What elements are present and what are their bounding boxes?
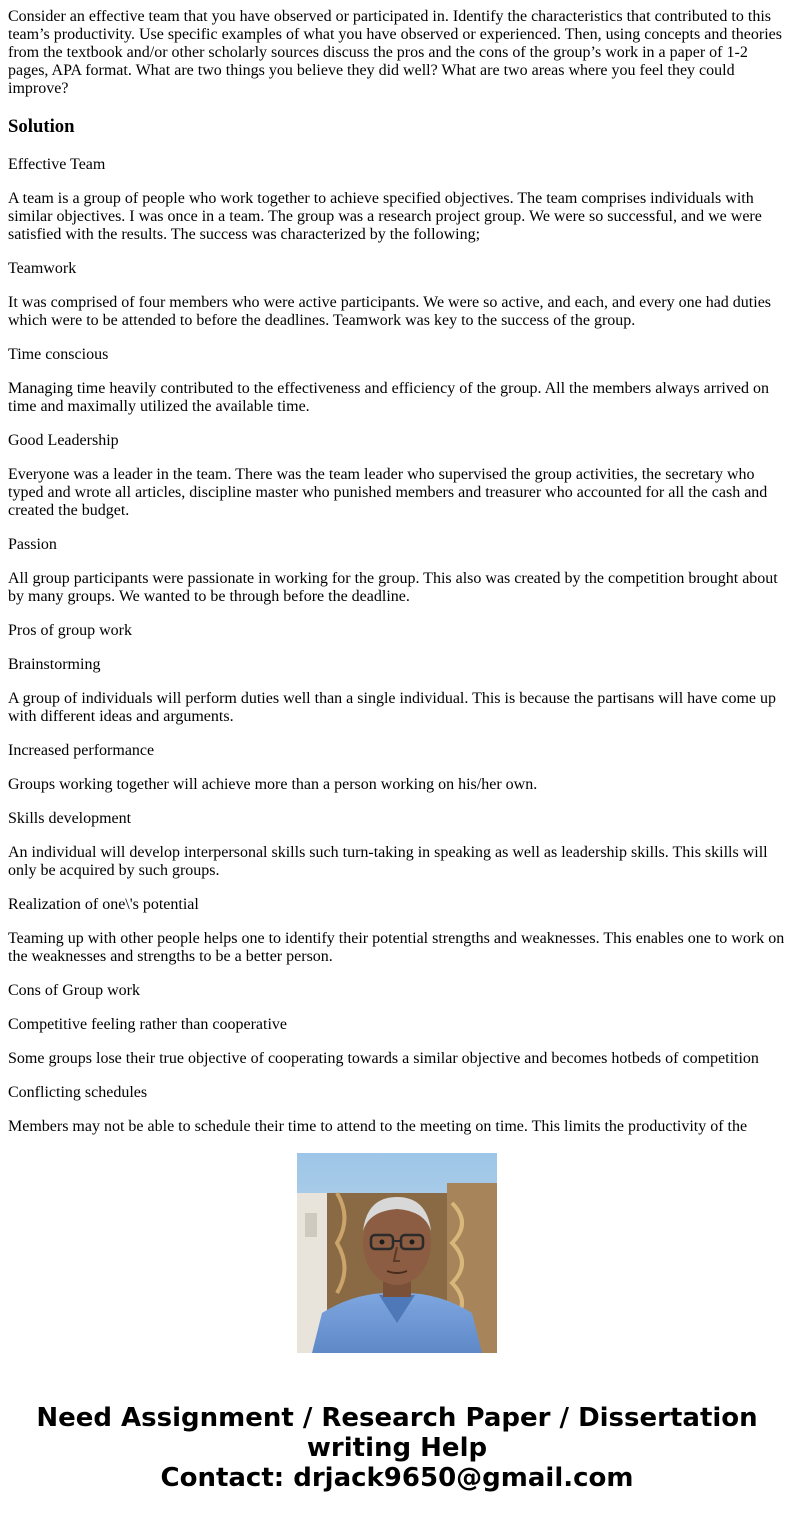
paragraph: Conflicting schedules <box>8 1084 148 1101</box>
question-text: Consider an effective team that you have observed or participated in. Identify the characteristics that contributed to this team’s productivity. Use specific examples of what you have observed or experienced. Then, using concepts and theories from the textbook and/or other scholarly sources discuss the pros and the cons of the group’s work in a paper of 1-2 pages, APA format. What are two things you believe they did well? What are two areas where you feel they could improve? <box>8 8 782 97</box>
paragraph: Effective Team <box>8 156 106 173</box>
paragraph: Brainstorming <box>8 656 101 673</box>
paragraph: Time conscious <box>8 346 109 363</box>
paragraph: Teamwork <box>8 260 77 277</box>
contact-email: Contact: drjack9650@gmail.com <box>160 1463 634 1493</box>
person-portrait-icon <box>297 1153 497 1353</box>
paragraph: Cons of Group work <box>8 982 140 999</box>
promo-line: Need Assignment / Research Paper / Dissertation <box>36 1403 758 1433</box>
author-photo <box>297 1153 497 1353</box>
paragraph: Skills development <box>8 810 132 827</box>
paragraph: It was comprised of four members who were active participants. We were so active, and each, and every one had duties which were to be attended to before the deadlines. Teamwork was key to the success of the group. <box>8 294 772 329</box>
paragraph: Realization of one\'s potential <box>8 896 199 913</box>
solution-heading: Solution <box>8 116 75 137</box>
paragraph: Managing time heavily contributed to the effectiveness and efficiency of the group. All the members always arrived on time and maximally utilized the available time. <box>8 380 769 415</box>
paragraph: Increased performance <box>8 742 155 759</box>
promo-banner <box>0 1403 794 1493</box>
paragraph: Good Leadership <box>8 432 119 449</box>
paragraph: A team is a group of people who work together to achieve specified objectives. The team comprises individuals with similar objectives. I was once in a team. The group was a research project group. We were so successful, and we were satisfied with the results. The success was characterized by the following; <box>8 190 762 243</box>
paragraph: A group of individuals will perform duties well than a single individual. This is because the partisans will have come up with different ideas and arguments. <box>8 690 776 725</box>
paragraph: Members may not be able to schedule their time to attend to the meeting on time. This limits the productivity of the <box>8 1118 748 1135</box>
paragraph: Everyone was a leader in the team. There was the team leader who supervised the group activities, the secretary who typed and wrote all articles, discipline master who punished members and treasurer who accounted for all the cash and created the budget. <box>8 466 768 519</box>
promo-line: writing Help <box>306 1433 488 1463</box>
paragraph: Passion <box>8 536 57 553</box>
paragraph: Pros of group work <box>8 622 132 639</box>
paragraph: An individual will develop interpersonal skills such turn-taking in speaking as well as leadership skills. This skills will only be acquired by such groups. <box>8 844 768 879</box>
paragraph: Groups working together will achieve more than a person working on his/her own. <box>8 776 538 793</box>
paragraph: Competitive feeling rather than cooperative <box>8 1016 287 1033</box>
paragraph: Teaming up with other people helps one to identify their potential strengths and weaknesses. This enables one to work on the weaknesses and strengths to be a better person. <box>8 930 785 965</box>
paragraph: Some groups lose their true objective of cooperating towards a similar objective and becomes hotbeds of competition <box>8 1050 759 1067</box>
document-body <box>8 8 786 1135</box>
paragraph: All group participants were passionate in working for the group. This also was created by the competition brought about by many groups. We wanted to be through before the deadline. <box>8 570 778 605</box>
